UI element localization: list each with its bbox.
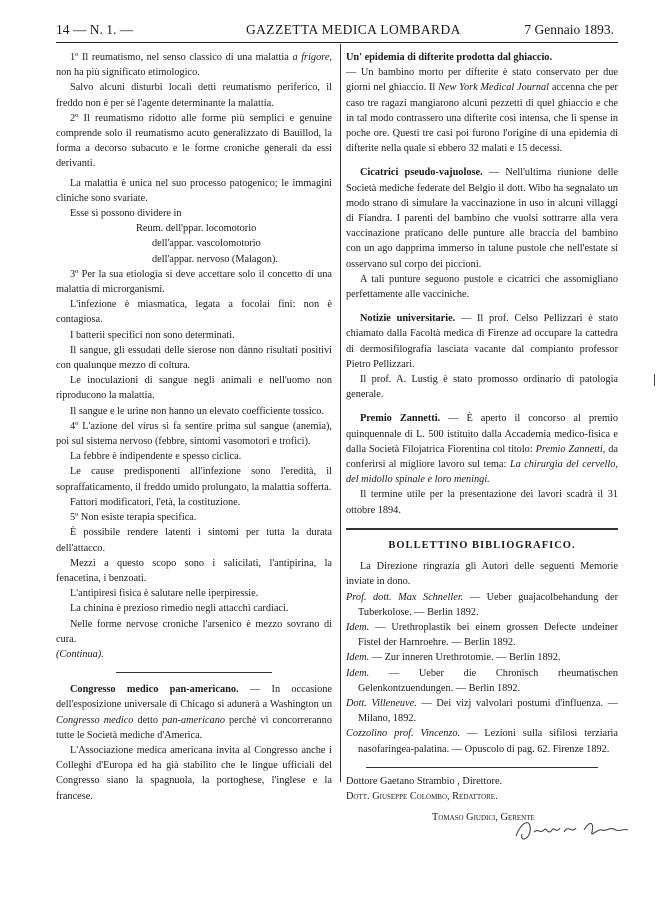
article-epidemia: — Un bambino morto per difterite è stato conservato per due giorni nel ghiaccio. Il New York Medical Journal accenna che per caso tre ragazi mangiarono alcuni pezzetti di quel ghiaccio e che in tal modo contrassero una difterite così intensa, che li spense in poche ore. Questi tre casi poi furono l'origine di una epidemia di difterite nella quale si ebbero 32 malati e 15 decessi. bbox=[346, 67, 618, 155]
header-rule bbox=[56, 42, 618, 43]
article-premio: Premio Zannetti. — È aperto il concorso al premio quinquennale di L. 500 istituito dalla Accademia medico-fisica e dalla Società Filojatrica Fiorentina col titolo: Premio Zannetti, da conferirsi al migliore lavoro sul tema: La chirurgia del cervello, del midollo spinale e loro meningi. bbox=[346, 413, 618, 486]
handwritten-signature bbox=[512, 810, 632, 850]
section-divider bbox=[346, 528, 618, 530]
paragraph: Mezzi a questo scopo sono i salicilati, l'antipirina, la fenacetina, i benzoati. bbox=[56, 557, 332, 584]
form-item: dell'appar. nervoso (Malagon). bbox=[152, 253, 278, 265]
list-item: Idem. — Ueber die Chronisch rheumatischen Gelenkontzuendungen. — Berlin 1892. bbox=[346, 667, 618, 694]
editor-line: Dott. Giuseppe Colombo, Redattore. bbox=[346, 790, 498, 802]
paragraph: A tali punture seguono pustole e cicatrici che assomigliano perfettamente alle vacciniche. bbox=[346, 273, 618, 301]
paragraph: I batterii specifici non sono determinati. bbox=[70, 329, 235, 341]
paragraph: La febbre è indipendente e spesso ciclica. bbox=[70, 451, 242, 463]
article-notizie: Notizie universitarie. — Il prof. Celso Pellizzari è stato chiamato dalla Facoltà medica di Firenze ad occupare la cattedra di dermosifilografia lasciata vacante dal compianto professor Pietro Pellizzari. bbox=[346, 313, 619, 370]
article-title: Congresso medico pan-americano. bbox=[70, 684, 239, 696]
director-line: Dottore Gaetano Strambio , Direttore. bbox=[346, 775, 503, 787]
article-title: Un' epidemia di difterite prodotta dal ghiaccio. bbox=[346, 52, 553, 63]
paragraph: La Direzione ringrazia gli Autori delle seguenti Memorie inviate in dono. bbox=[346, 561, 618, 588]
paragraph: Il sangue e le urine non hanno un elevato coefficiente tossico. bbox=[70, 405, 324, 417]
paragraph: L'antipiresi fisica è salutare nelle iperpiressie. bbox=[70, 588, 259, 600]
paragraph: La malattia è unica nel suo processo patogenico; le immagini cliniche sono svariate. bbox=[56, 177, 332, 204]
bibliography-title: BOLLETTINO BIBLIOGRAFICO. bbox=[388, 539, 576, 551]
manager-line: Tomaso Giudici, Gerente bbox=[432, 812, 535, 824]
section-divider bbox=[116, 672, 272, 673]
paragraph: 2º Il reumatismo ridotto alle forme più semplici e genuine comprende solo il reumatismo acuto generalizzato di Bauillod, la forma a decorso subacuto e le forme croniche generali da essi derivanti. bbox=[56, 112, 332, 170]
list-item: Dott. Villeneuve. — Dei vizj valvolari postumi d'influenza. — Milano, 1892. bbox=[346, 697, 618, 725]
paragraph: Il sangue, gli essudati delle sierose non dànno risultati positivi con qualunque mezzo di coltura. bbox=[56, 344, 332, 372]
paragraph: Le inoculazioni di sangue negli animali e nell'uomo non riproducono la malattia. bbox=[56, 375, 332, 402]
list-item: Prof. dott. Max Schneller. — Ueber guajacolbehandung der Tuberkolose. — Berlin 1892. bbox=[346, 591, 618, 618]
journal-title: GAZZETTA MEDICA LOMBARDA bbox=[246, 22, 461, 37]
article-title: Premio Zannetti. bbox=[360, 413, 441, 425]
paragraph: 5º Non esiste terapia specifica. bbox=[70, 512, 197, 524]
paragraph: L'infezione è miasmatica, legata a focolai fini: non è contagiosa. bbox=[56, 299, 332, 326]
right-column bbox=[346, 50, 618, 825]
page-header bbox=[56, 22, 614, 40]
paragraph: La chinina è prezioso rimedio negli attacchi cardiaci. bbox=[70, 603, 289, 615]
list-item: Idem. — Urethroplastik bei einem grossen Defecte undeiner Fistel der Harnroehre. — Berlin 1892. bbox=[346, 621, 618, 649]
bibliography-list bbox=[346, 590, 618, 757]
section-divider bbox=[366, 767, 598, 768]
paragraph: L'Associazione medica americana invita al Congresso anche i Colleghi d'Europa ed ha già stabilito che le lingue ufficiali del Congresso siano la spagnuola, la portoghese, l'inglese e la francese. bbox=[56, 744, 332, 802]
paragraph: 3º Per la sua etiologia si deve accettare solo il concetto di una malattia di microrganismi. bbox=[56, 268, 332, 296]
paragraph: Il termine utile per la presentazione dei lavori scadrà il 31 ottobre 1894. bbox=[346, 489, 618, 516]
article-cicatrici: Cicatrici pseudo-vajuolose. — Nell'ultima riunione delle Società mediche federate del Belgio il dott. Wibo ha segnalato un modo strano di simulare la vaccinazione in uso in alcuni villaggi di Fiandra. I parenti del bambino che vuolsi sottrarre alla vera vaccinazione praticano delle punture alle braccia del bambino con un ago dapprima immerso in talune pustole che nell'estate si osservano sul corpo dei piccioni. bbox=[346, 167, 618, 270]
paragraph: Salvo alcuni disturbi locali detti reumatismo periferico, il freddo non è per sè l'agente determinante la malattia. bbox=[56, 82, 332, 109]
form-item: dell'appar. vascolomotorio bbox=[152, 238, 261, 250]
list-item: Cozzolino prof. Vincenzo. — Lezioni sulla sifilosi terziaria nasofaringea-palatina. — Opuscolo di pag. 62. Firenze 1892. bbox=[346, 728, 618, 755]
paragraph: Le cause predisponenti all'infezione sono l'eredità, il sopraffaticamento, il freddo umido prolungato, la malattia sofferta. bbox=[56, 466, 332, 493]
form-item: Reum. dell'ppar. locomotorio bbox=[136, 223, 257, 235]
article-title: Notizie universitarie. bbox=[360, 313, 456, 325]
paragraph: È possibile rendere latenti i sintomi per tutta la durata dell'attacco. bbox=[56, 527, 332, 554]
left-column bbox=[56, 50, 332, 804]
paragraph: Nelle forme nervose croniche l'arsenico è mezzo sovrano di cura. bbox=[56, 618, 332, 645]
paragraph: Il prof. A. Lustig è stato promosso ordinario di patologia generale. bbox=[346, 374, 618, 401]
article-congresso: Congresso medico pan-americano. — In occasione dell'esposizione universale di Chicago si adunerà a Washington un Congresso medico detto pan-americano perchè vi concorreranno tutte le Società mediche d'America. bbox=[56, 684, 332, 741]
paragraph: 1º Il reumatismo, nel senso classico di una malattia a frigore, non ha più significato etimologico. bbox=[56, 52, 332, 79]
paragraph: 4º L'azione del virus si fa sentire prima sul sangue (anemia), poi sul sistema nervoso (febbre, sintomi vasomotori e trofici). bbox=[56, 420, 332, 448]
paragraph: Esse si possono dividere in bbox=[70, 208, 182, 220]
margin-mark bbox=[654, 374, 655, 386]
page-number: 14 — N. 1. — bbox=[56, 22, 134, 37]
paragraph: Fattori modificatori, l'età, la costituzione. bbox=[70, 496, 241, 508]
issue-date: 7 Gennaio 1893. bbox=[524, 22, 614, 37]
continued-note: (Continua). bbox=[56, 648, 104, 660]
column-divider bbox=[340, 44, 341, 782]
article-title: Cicatrici pseudo-vajuolose. bbox=[360, 167, 483, 179]
list-item: Idem. — Zur inneren Urethrotomie. — Berlin 1892. bbox=[346, 652, 561, 664]
